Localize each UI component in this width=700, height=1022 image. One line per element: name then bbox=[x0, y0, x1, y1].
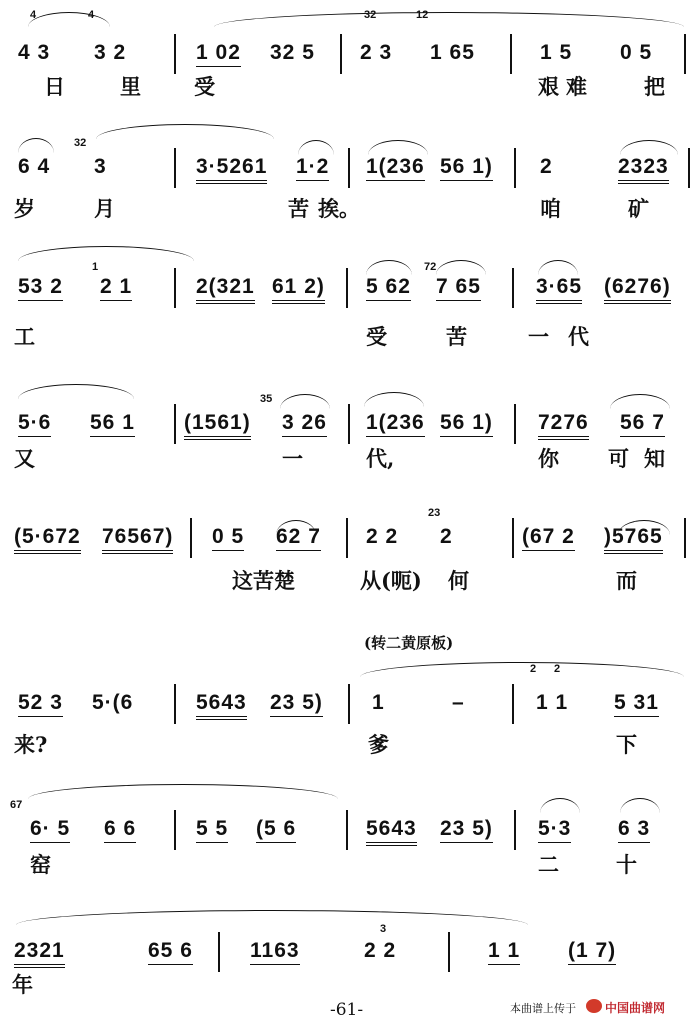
note-group: 5 31 bbox=[614, 686, 659, 720]
lyric-char: 从(呃) bbox=[360, 568, 422, 593]
note-group: 1 65 bbox=[430, 41, 475, 64]
grace-note: 3 bbox=[380, 923, 387, 935]
bar-line bbox=[346, 810, 348, 850]
note-group: 1 5 bbox=[540, 41, 573, 64]
note-group: 62 7 bbox=[276, 520, 321, 554]
lyric-char: 代, bbox=[366, 446, 395, 471]
lyric-char: 一 bbox=[282, 446, 303, 471]
note-group: 23 5) bbox=[440, 812, 493, 846]
note-group: – bbox=[452, 691, 465, 714]
bar-line bbox=[348, 404, 350, 444]
lyric-char: 你 bbox=[538, 446, 559, 471]
slur bbox=[96, 124, 274, 139]
bar-line bbox=[190, 518, 192, 558]
note-group: 6 4 bbox=[18, 155, 51, 178]
grace-note: 72 bbox=[424, 261, 437, 273]
grace-note: 67 bbox=[10, 799, 23, 811]
slur bbox=[214, 9, 684, 27]
slur bbox=[16, 910, 528, 925]
lyric-char: 何 bbox=[448, 568, 469, 593]
note-group: 23 5) bbox=[270, 686, 323, 720]
note-group: 7 65 bbox=[436, 270, 481, 304]
slur bbox=[360, 662, 684, 677]
note-group: 3·5261 bbox=[196, 150, 267, 184]
bar-line bbox=[684, 518, 686, 558]
lyric-char: 岁 bbox=[14, 196, 35, 221]
note-group: 7276 bbox=[538, 406, 589, 440]
grace-note: 12 bbox=[416, 9, 429, 21]
lyric-char: 爹 bbox=[368, 732, 389, 757]
lyric-char: 二 bbox=[538, 852, 559, 877]
bar-line bbox=[340, 34, 342, 74]
grace-note: 32 bbox=[364, 9, 377, 21]
note-group: 5643 bbox=[366, 812, 417, 846]
grace-note: 4 bbox=[88, 9, 95, 21]
lyric-char: 窑 bbox=[30, 852, 51, 877]
note-group: 6· 5 bbox=[30, 812, 70, 846]
lyric-char: 把 bbox=[644, 74, 665, 99]
bar-line bbox=[514, 148, 516, 188]
note-group: (5 6 bbox=[256, 812, 296, 846]
note-group: 32 5 bbox=[270, 41, 315, 64]
lyric-char: 代 bbox=[568, 324, 589, 349]
bar-line bbox=[512, 518, 514, 558]
lyric-char: 受 bbox=[366, 324, 387, 349]
note-group: 3·65 bbox=[536, 270, 582, 304]
note-group: 4 3 bbox=[18, 41, 51, 64]
bar-line bbox=[346, 518, 348, 558]
slur bbox=[18, 384, 134, 399]
note-group: 5 5 bbox=[196, 812, 228, 846]
note-group: 0 5 bbox=[212, 520, 244, 554]
note-group: 56 7 bbox=[620, 406, 665, 440]
note-group: 56 1) bbox=[440, 150, 493, 184]
note-group: 1(236 bbox=[366, 406, 425, 440]
bar-line bbox=[512, 268, 514, 308]
lyric-char: 矿 bbox=[628, 196, 649, 221]
lyric-char: 而 bbox=[616, 568, 637, 593]
bar-line bbox=[684, 34, 686, 74]
lyric-char: 苦 bbox=[446, 324, 467, 349]
lyric-char: 难 bbox=[566, 74, 587, 99]
note-group: 1(236 bbox=[366, 150, 425, 184]
page-number: -61- bbox=[330, 1000, 364, 1020]
lyric-char: 下 bbox=[616, 732, 637, 757]
note-group: 1 1 bbox=[536, 691, 569, 714]
note-group: (67 2 bbox=[522, 520, 575, 554]
source-caption: 本曲谱上传于 bbox=[510, 1002, 576, 1015]
note-group: 2321 bbox=[14, 934, 65, 968]
lyric-char: 年 bbox=[12, 972, 33, 997]
note-group: 6 3 bbox=[618, 812, 650, 846]
note-group: 65 6 bbox=[148, 934, 193, 968]
note-group: (5·672 bbox=[14, 520, 81, 554]
note-group: 0 5 bbox=[620, 41, 653, 64]
bar-line bbox=[174, 404, 176, 444]
note-group: 3 2 bbox=[94, 41, 127, 64]
lyric-char: 十 bbox=[616, 852, 637, 877]
note-group: 52 3 bbox=[18, 686, 63, 720]
lyric-char: 可 bbox=[608, 446, 629, 471]
section-label: (转二黄原板) bbox=[364, 634, 454, 652]
note-group: 76567) bbox=[102, 520, 173, 554]
lyric-char: 一 bbox=[528, 324, 549, 349]
note-group: 1 1 bbox=[488, 934, 520, 968]
bar-line bbox=[348, 148, 350, 188]
note-group: 5·3 bbox=[538, 812, 571, 846]
grace-note: 2 bbox=[530, 663, 537, 675]
note-group: 61 2) bbox=[272, 270, 325, 304]
note-group: 2 2 bbox=[366, 525, 399, 548]
slur bbox=[18, 246, 194, 261]
note-group: 5643 bbox=[196, 686, 247, 720]
slur bbox=[620, 798, 660, 813]
note-group: 2 2 bbox=[364, 939, 397, 962]
bar-line bbox=[174, 268, 176, 308]
bar-line bbox=[174, 34, 176, 74]
lyric-char: 艰 bbox=[538, 74, 559, 99]
lyric-char: 受 bbox=[194, 74, 215, 99]
slur bbox=[364, 392, 424, 407]
note-group: 56 1 bbox=[90, 406, 135, 440]
lyric-char: 知 bbox=[644, 446, 665, 471]
bar-line bbox=[688, 148, 690, 188]
slur bbox=[28, 9, 110, 27]
lyric-char: 工 bbox=[14, 324, 35, 349]
bar-line bbox=[512, 684, 514, 724]
note-group: 2 3 bbox=[360, 41, 393, 64]
note-group: (1 7) bbox=[568, 934, 616, 968]
slur bbox=[540, 798, 580, 813]
note-group: 3 26 bbox=[282, 406, 327, 440]
note-group: 1 02 bbox=[196, 36, 241, 70]
note-group: 1163 bbox=[250, 934, 300, 968]
bar-line bbox=[218, 932, 220, 972]
note-group: 5·6 bbox=[18, 406, 51, 440]
bar-line bbox=[514, 404, 516, 444]
lyric-char: 来? bbox=[14, 732, 48, 757]
note-group: 5·(6 bbox=[92, 691, 134, 714]
grace-note: 23 bbox=[428, 507, 441, 519]
note-group: 5 62 bbox=[366, 270, 411, 304]
lyric-char: 月 bbox=[94, 196, 115, 221]
bar-line bbox=[174, 148, 176, 188]
note-group: 2 bbox=[440, 525, 453, 548]
grace-note: 35 bbox=[260, 393, 273, 405]
site-logo-text[interactable]: 中国曲谱网 bbox=[605, 1001, 666, 1015]
lyric-char: 又 bbox=[14, 446, 35, 471]
grace-note: 4 bbox=[30, 9, 37, 21]
bar-line bbox=[174, 810, 176, 850]
lyric-char: 这苦楚 bbox=[232, 568, 295, 593]
bar-line bbox=[510, 34, 512, 74]
note-group: 2323 bbox=[618, 150, 669, 184]
note-group: 1 bbox=[372, 691, 385, 714]
slur bbox=[28, 784, 338, 799]
note-group: 2 bbox=[540, 155, 553, 178]
note-group: 2(321 bbox=[196, 270, 255, 304]
note-group: (6276) bbox=[604, 270, 671, 304]
note-group: 3 bbox=[94, 155, 107, 178]
note-group: 1·2 bbox=[296, 150, 329, 184]
site-logo-icon bbox=[586, 999, 602, 1013]
bar-line bbox=[514, 810, 516, 850]
lyric-char: 里 bbox=[120, 74, 141, 99]
lyric-char: 挨。 bbox=[318, 196, 360, 221]
grace-note: 1 bbox=[92, 261, 99, 273]
bar-line bbox=[346, 268, 348, 308]
note-group: 56 1) bbox=[440, 406, 493, 440]
grace-note: 2 bbox=[554, 663, 561, 675]
note-group: 53 2 bbox=[18, 270, 63, 304]
bar-line bbox=[448, 932, 450, 972]
bar-line bbox=[174, 684, 176, 724]
note-group: 2 1 bbox=[100, 270, 132, 304]
bar-line bbox=[348, 684, 350, 724]
lyric-char: 日 bbox=[44, 74, 65, 99]
note-group: )5765 bbox=[604, 520, 663, 554]
note-group: 6 6 bbox=[104, 812, 136, 846]
note-group: (1561) bbox=[184, 406, 251, 440]
grace-note: 32 bbox=[74, 137, 87, 149]
lyric-char: 咱 bbox=[540, 196, 561, 221]
lyric-char: 苦 bbox=[288, 196, 309, 221]
